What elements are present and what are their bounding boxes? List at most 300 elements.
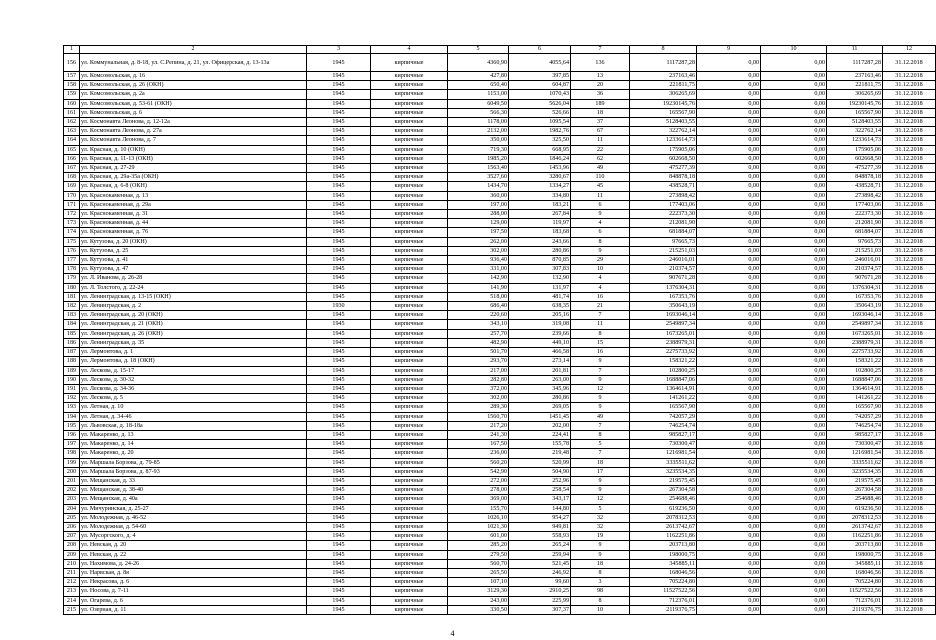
table-cell: 1233614,73 <box>827 136 883 145</box>
table-cell: 0,00 <box>697 366 761 375</box>
table-cell: 31.12.2018 <box>883 292 936 301</box>
table-cell: 1945 <box>307 605 371 614</box>
table-cell: 203 <box>64 495 80 504</box>
table-cell: 4 <box>571 219 630 228</box>
table-cell: 1945 <box>307 394 371 403</box>
table-cell: кирпичные <box>371 127 448 136</box>
table-cell: 168 <box>64 173 80 182</box>
table-cell: 197,00 <box>448 200 509 209</box>
table-cell: 31.12.2018 <box>883 375 936 384</box>
table-cell: 1945 <box>307 320 371 329</box>
table-cell: 1945 <box>307 108 371 117</box>
table-row <box>64 430 936 439</box>
table-cell: 350643,19 <box>827 302 883 311</box>
table-cell: 9 <box>571 357 630 366</box>
table-cell: 267,84 <box>509 210 571 219</box>
table-cell: 31.12.2018 <box>883 486 936 495</box>
table-cell: 0,00 <box>697 72 761 81</box>
table-cell: 67 <box>571 127 630 136</box>
table-cell: 0,00 <box>697 118 761 127</box>
table-cell: 5626,04 <box>509 99 571 108</box>
table-cell: 668,95 <box>509 145 571 154</box>
table-cell: 0,00 <box>697 99 761 108</box>
table-cell: 164 <box>64 136 80 145</box>
table-cell: 9 <box>571 486 630 495</box>
table-cell: 155,78 <box>509 440 571 449</box>
table-cell: 746254,74 <box>630 421 697 430</box>
table-cell: 0,00 <box>697 145 761 154</box>
table-cell: 31.12.2018 <box>883 467 936 476</box>
table-cell: кирпичные <box>371 587 448 596</box>
table-cell: кирпичные <box>371 329 448 338</box>
table-cell: 1451,45 <box>509 412 571 421</box>
table-cell: кирпичные <box>371 292 448 301</box>
table-cell: ул. Мещанская, д. 40а <box>80 495 307 504</box>
table-cell: 1945 <box>307 596 371 605</box>
table-cell: ул. Краснокаменная, д. 31 <box>80 210 307 219</box>
table-cell: 1945 <box>307 495 371 504</box>
table-cell: кирпичные <box>371 559 448 568</box>
table-cell: ул. Кутузова, д. 25 <box>80 246 307 255</box>
table-row <box>64 329 936 338</box>
table-cell: 0,00 <box>697 568 761 577</box>
column-number-cell: 10 <box>761 46 827 54</box>
table-cell: 162 <box>64 118 80 127</box>
table-cell: 0,00 <box>697 421 761 430</box>
table-cell: 279,50 <box>448 550 509 559</box>
table-cell: 7 <box>571 366 630 375</box>
table-cell: 177 <box>64 256 80 265</box>
table-cell: 49 <box>571 412 630 421</box>
table-cell: ул. Лескова, д. 34-36 <box>80 384 307 393</box>
table-cell: 246016,01 <box>827 256 883 265</box>
table-cell: 0,00 <box>761 118 827 127</box>
table-cell: ул. Комсомольская, д. 2а <box>80 90 307 99</box>
table-cell: 1673265,01 <box>827 329 883 338</box>
table-cell: 907671,28 <box>827 274 883 283</box>
table-cell: 427,80 <box>448 72 509 81</box>
table-cell: 170 <box>64 191 80 200</box>
table-cell: 31.12.2018 <box>883 605 936 614</box>
table-cell: ул. Краснокаменная, д. 29а <box>80 200 307 209</box>
table-cell: 5 <box>571 504 630 513</box>
table-cell: 11527522,56 <box>630 587 697 596</box>
table-cell: 3 <box>571 578 630 587</box>
table-cell: ул. Ленинградская, д. 2 <box>80 302 307 311</box>
table-cell: 521,45 <box>509 559 571 568</box>
table-cell: 293,70 <box>448 357 509 366</box>
table-cell: 2132,00 <box>448 127 509 136</box>
table-cell: 0,00 <box>697 467 761 476</box>
table-cell: 0,00 <box>761 191 827 200</box>
table-cell: 3335511,62 <box>630 458 697 467</box>
table-cell: кирпичные <box>371 338 448 347</box>
table-row <box>64 81 936 90</box>
table-cell: 198000,75 <box>630 550 697 559</box>
table-cell: 9 <box>571 210 630 219</box>
table-cell: 195 <box>64 421 80 430</box>
table-cell: 243,00 <box>448 596 509 605</box>
table-cell: 712376,01 <box>630 596 697 605</box>
table-cell: 475277,39 <box>827 164 883 173</box>
table-cell: 0,00 <box>761 200 827 209</box>
table-row <box>64 403 936 412</box>
table-cell: 705224,80 <box>630 578 697 587</box>
table-cell: 1945 <box>307 449 371 458</box>
table-cell: 4360,90 <box>448 54 509 72</box>
table-cell: 0,00 <box>761 136 827 145</box>
table-cell: 0,00 <box>761 458 827 467</box>
table-row <box>64 302 936 311</box>
table-row <box>64 605 936 614</box>
table-cell: 0,00 <box>697 476 761 485</box>
table-cell: 1945 <box>307 504 371 513</box>
table-cell: 197,50 <box>448 228 509 237</box>
table-cell: 3235534,35 <box>827 467 883 476</box>
table-cell: 0,00 <box>697 412 761 421</box>
table-cell: кирпичные <box>371 578 448 587</box>
column-number-cell: 3 <box>307 46 371 54</box>
table-cell: 22 <box>571 145 630 154</box>
table-cell: 220,60 <box>448 311 509 320</box>
table-cell: ул. Макаренко, д. 13 <box>80 430 307 439</box>
table-cell: 1117287,28 <box>630 54 697 72</box>
table-row <box>64 108 936 117</box>
table-cell: 1026,10 <box>448 513 509 522</box>
table-cell: 98 <box>571 587 630 596</box>
table-cell: 102800,25 <box>630 366 697 375</box>
table-cell: 183,68 <box>509 228 571 237</box>
table-cell: 601,00 <box>448 532 509 541</box>
table-cell: 9 <box>571 246 630 255</box>
table-cell: 202,00 <box>509 421 571 430</box>
table-cell: 1945 <box>307 81 371 90</box>
table-cell: 2613742,67 <box>827 522 883 531</box>
table-cell: 31.12.2018 <box>883 559 936 568</box>
table-cell: ул. Нарвская, д. 8я <box>80 568 307 577</box>
table-row <box>64 90 936 99</box>
table-cell: 0,00 <box>697 302 761 311</box>
table-cell: 31.12.2018 <box>883 541 936 550</box>
table-cell: 10 <box>571 265 630 274</box>
table-cell: ул. Кутузова, д. 47 <box>80 265 307 274</box>
table-row <box>64 412 936 421</box>
table-cell: 198000,75 <box>827 550 883 559</box>
table-cell: 32 <box>571 513 630 522</box>
table-row <box>64 118 936 127</box>
table-cell: 0,00 <box>697 559 761 568</box>
table-cell: 0,00 <box>761 311 827 320</box>
table-cell: 2119376,75 <box>827 605 883 614</box>
table-row <box>64 311 936 320</box>
table-cell: ул. Невская, д. 20 <box>80 541 307 550</box>
table-cell: 7 <box>571 311 630 320</box>
table-cell: 0,00 <box>761 302 827 311</box>
table-row <box>64 366 936 375</box>
table-cell: кирпичные <box>371 550 448 559</box>
table-cell: ул. Краснокаменная, д. 13 <box>80 191 307 200</box>
table-cell: кирпичные <box>371 476 448 485</box>
table-cell: 201,81 <box>509 366 571 375</box>
table-row <box>64 182 936 191</box>
table-cell: 173 <box>64 219 80 228</box>
table-cell: ул. Ленинградская, д. 20 (ОКН) <box>80 311 307 320</box>
table-cell: ул. Лермонтова, д. 1 <box>80 348 307 357</box>
table-cell: 0,00 <box>697 522 761 531</box>
table-cell: кирпичные <box>371 504 448 513</box>
table-cell: 265,50 <box>448 568 509 577</box>
table-cell: 1563,40 <box>448 164 509 173</box>
table-cell: 12 <box>571 384 630 393</box>
table-cell: 11 <box>571 191 630 200</box>
table-cell: 199 <box>64 458 80 467</box>
table-cell: 0,00 <box>761 320 827 329</box>
table-cell: 1945 <box>307 72 371 81</box>
table-cell: 0,00 <box>761 145 827 154</box>
table-cell: 217,00 <box>448 366 509 375</box>
table-cell: 5 <box>571 440 630 449</box>
table-cell: 212 <box>64 578 80 587</box>
table-cell: 746254,74 <box>827 421 883 430</box>
table-cell: 254688,46 <box>827 495 883 504</box>
table-cell: 241,30 <box>448 430 509 439</box>
table-cell: 1945 <box>307 90 371 99</box>
table-cell: 2388979,31 <box>827 338 883 347</box>
table-cell: 0,00 <box>761 596 827 605</box>
table-cell: кирпичные <box>371 136 448 145</box>
table-row <box>64 421 936 430</box>
table-cell: ул. Мичуринская, д. 25-27 <box>80 504 307 513</box>
table-row <box>64 357 936 366</box>
table-cell: 7 <box>571 421 630 430</box>
table-cell: 202 <box>64 486 80 495</box>
table-cell: кирпичные <box>371 173 448 182</box>
table-cell: 31.12.2018 <box>883 237 936 246</box>
table-row <box>64 449 936 458</box>
table-cell: 1673265,01 <box>630 329 697 338</box>
table-cell: 221811,75 <box>630 81 697 90</box>
table-row <box>64 375 936 384</box>
table-cell: 0,00 <box>761 81 827 90</box>
table-cell: 288,00 <box>448 210 509 219</box>
table-cell: 31.12.2018 <box>883 348 936 357</box>
table-cell: 282,80 <box>448 375 509 384</box>
table-cell: 31.12.2018 <box>883 495 936 504</box>
table-cell: 322762,14 <box>630 127 697 136</box>
table-cell: 31.12.2018 <box>883 338 936 347</box>
table-cell: ул. Л. Толстого, д. 22-24 <box>80 283 307 292</box>
table-cell: 31.12.2018 <box>883 568 936 577</box>
table-cell: 9 <box>571 550 630 559</box>
table-cell: 3335511,62 <box>827 458 883 467</box>
table-cell: 210374,57 <box>630 265 697 274</box>
table-cell: 330,50 <box>448 605 509 614</box>
table-cell: 155,70 <box>448 504 509 513</box>
table-cell: 204 <box>64 504 80 513</box>
table-cell: 1945 <box>307 430 371 439</box>
table-cell: кирпичные <box>371 182 448 191</box>
table-row <box>64 274 936 283</box>
table-cell: 1162251,86 <box>827 532 883 541</box>
table-row <box>64 532 936 541</box>
table-cell: 848878,18 <box>827 173 883 182</box>
table-cell: 1945 <box>307 532 371 541</box>
table-cell: 179 <box>64 274 80 283</box>
table-cell: 219575,45 <box>630 476 697 485</box>
table-cell: 132,90 <box>509 274 571 283</box>
table-cell: 1945 <box>307 486 371 495</box>
table-cell: 19230145,76 <box>630 99 697 108</box>
table-cell: 31.12.2018 <box>883 440 936 449</box>
table-row <box>64 246 936 255</box>
table-cell: 31.12.2018 <box>883 164 936 173</box>
table-cell: 31.12.2018 <box>883 412 936 421</box>
table-cell: 0,00 <box>697 274 761 283</box>
table-cell: 730300,47 <box>827 440 883 449</box>
table-cell: ул. Красная, д. 6-8 (ОКН) <box>80 182 307 191</box>
column-number-cell: 7 <box>571 46 630 54</box>
table-cell: 213 <box>64 587 80 596</box>
table-cell: 31.12.2018 <box>883 127 936 136</box>
table-cell: кирпичные <box>371 145 448 154</box>
table-cell: 1945 <box>307 541 371 550</box>
table-cell: 1945 <box>307 154 371 163</box>
table-row <box>64 237 936 246</box>
table-cell: ул. Космонавта Леонова, д. 27а <box>80 127 307 136</box>
table-cell: 246016,01 <box>630 256 697 265</box>
table-cell: 1945 <box>307 182 371 191</box>
table-cell: 712376,01 <box>827 596 883 605</box>
table-cell: 0,00 <box>761 127 827 136</box>
table-cell: 107,10 <box>448 578 509 587</box>
table-cell: 3527,60 <box>448 173 509 182</box>
table-cell: 0,00 <box>761 559 827 568</box>
table-cell: 0,00 <box>761 256 827 265</box>
table-cell: 0,00 <box>697 403 761 412</box>
table-cell: 31.12.2018 <box>883 154 936 163</box>
table-cell: 1945 <box>307 228 371 237</box>
table-cell: 0,00 <box>761 329 827 338</box>
table-cell: 141,90 <box>448 283 509 292</box>
table-cell: 1945 <box>307 467 371 476</box>
table-cell: кирпичные <box>371 421 448 430</box>
table-cell: 501,70 <box>448 348 509 357</box>
table-cell: 1334,27 <box>509 182 571 191</box>
table-cell: 1945 <box>307 99 371 108</box>
table-cell: 252,96 <box>509 476 571 485</box>
table-cell: кирпичные <box>371 596 448 605</box>
table-cell: ул. Комсомольская, д. 6 <box>80 108 307 117</box>
table-cell: 1945 <box>307 559 371 568</box>
table-cell: ул. Комсомольская, д. 53-61 (ОКН) <box>80 99 307 108</box>
table-cell: 18 <box>571 108 630 117</box>
table-cell: ул. Кутузова, д. 41 <box>80 256 307 265</box>
table-cell: 17 <box>571 467 630 476</box>
table-cell: 2549897,34 <box>827 320 883 329</box>
table-cell: 0,00 <box>761 219 827 228</box>
table-cell: 306265,69 <box>827 90 883 99</box>
table-cell: 1945 <box>307 421 371 430</box>
table-cell: 167353,76 <box>827 292 883 301</box>
table-cell: 278,00 <box>448 486 509 495</box>
table-cell: 217,20 <box>448 421 509 430</box>
table-cell: 334,80 <box>509 191 571 200</box>
table-row <box>64 394 936 403</box>
table-cell: 289,30 <box>448 403 509 412</box>
table-cell: 1945 <box>307 513 371 522</box>
table-cell: 604,87 <box>509 81 571 90</box>
table-cell: 0,00 <box>697 394 761 403</box>
table-cell: 156 <box>64 54 80 72</box>
table-cell: 0,00 <box>697 246 761 255</box>
table-cell: 259,94 <box>509 550 571 559</box>
table-cell: кирпичные <box>371 320 448 329</box>
table-row <box>64 256 936 265</box>
table-cell: 194 <box>64 412 80 421</box>
table-cell: кирпичные <box>371 200 448 209</box>
table-cell: 0,00 <box>761 54 827 72</box>
table-cell: ул. Мещанская, д. 38-40 <box>80 486 307 495</box>
table-cell: 16 <box>571 348 630 357</box>
table-cell: 168046,56 <box>827 568 883 577</box>
table-cell: 954,27 <box>509 513 571 522</box>
table-cell: 602668,50 <box>827 154 883 163</box>
table-cell: 8 <box>571 237 630 246</box>
table-cell: 0,00 <box>697 164 761 173</box>
table-cell: 1945 <box>307 127 371 136</box>
table-cell: 686,40 <box>448 302 509 311</box>
table-cell: 225,99 <box>509 596 571 605</box>
table-cell: 2275733,92 <box>630 348 697 357</box>
table-cell: ул. Макаренко, д. 20 <box>80 449 307 458</box>
table-cell: кирпичные <box>371 357 448 366</box>
table-row <box>64 320 936 329</box>
table-cell: 0,00 <box>761 338 827 347</box>
table-cell: 0,00 <box>761 292 827 301</box>
table-cell: 1945 <box>307 357 371 366</box>
table-cell: 0,00 <box>697 357 761 366</box>
table-cell: 9 <box>571 375 630 384</box>
table-cell: 158 <box>64 81 80 90</box>
table-cell: 257,70 <box>448 329 509 338</box>
table-cell: 175905,06 <box>827 145 883 154</box>
table-cell: 263,00 <box>509 375 571 384</box>
table-cell: 203713,80 <box>630 541 697 550</box>
table-row <box>64 513 936 522</box>
table-cell: 0,00 <box>761 568 827 577</box>
table-cell: 158321,22 <box>827 357 883 366</box>
table-cell: 1945 <box>307 173 371 182</box>
table-cell: 1376304,31 <box>630 283 697 292</box>
table-cell: 0,00 <box>697 587 761 596</box>
table-cell: 0,00 <box>761 541 827 550</box>
table-cell: 31.12.2018 <box>883 403 936 412</box>
table-cell: 165567,90 <box>630 403 697 412</box>
table-cell: ул. Красная, д. 11-13 (ОКН) <box>80 154 307 163</box>
table-cell: 0,00 <box>761 348 827 357</box>
table-cell: 0,00 <box>697 596 761 605</box>
table-cell: 31.12.2018 <box>883 476 936 485</box>
table-cell: 302,00 <box>448 246 509 255</box>
table-cell: 936,40 <box>448 256 509 265</box>
table-row <box>64 476 936 485</box>
table-cell: 99,60 <box>509 578 571 587</box>
table-cell: 1930 <box>307 302 371 311</box>
table-cell: 5128403,55 <box>630 118 697 127</box>
table-cell: 166 <box>64 154 80 163</box>
table-row <box>64 550 936 559</box>
table-cell: 0,00 <box>697 90 761 99</box>
